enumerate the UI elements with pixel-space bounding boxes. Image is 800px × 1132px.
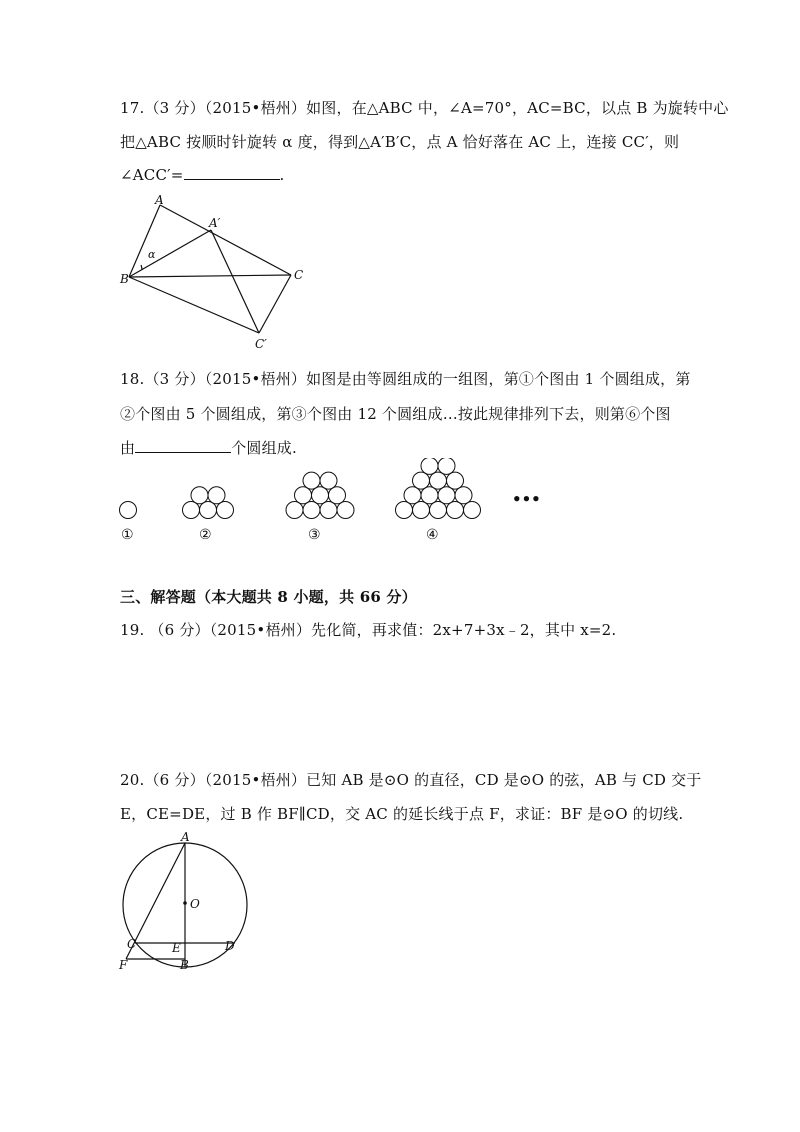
pattern-4-circle	[430, 472, 447, 489]
q18-circle-pattern-figure	[110, 458, 550, 550]
q17-answer-prefix: ∠ACC′=	[120, 166, 184, 184]
pattern-2-circle	[191, 487, 208, 504]
pattern-3-circle	[320, 472, 337, 489]
label-a: A	[181, 830, 190, 844]
q17-answer-blank	[184, 165, 280, 180]
segment-bc	[129, 275, 291, 277]
segment-bc-prime	[129, 277, 259, 333]
center-point-o	[183, 901, 187, 905]
label-o: O	[190, 897, 200, 911]
pattern-2-circle	[200, 502, 217, 519]
q18-answer-suffix: 个圆组成.	[231, 439, 297, 457]
q20-text-line-1: 20.（6 分）（2015•梧州）已知 AB 是⊙O 的直径，CD 是⊙O 的弦，AB 与 CD 交于	[120, 771, 702, 789]
segment-ba-prime	[129, 230, 211, 277]
pattern-4-circle	[413, 502, 430, 519]
label-alpha: α	[148, 248, 156, 261]
pattern-4-circle	[438, 487, 455, 504]
label-b: B	[120, 272, 129, 286]
pattern-3-circle	[295, 487, 312, 504]
pattern-3-circle	[320, 502, 337, 519]
pattern-4-circle	[421, 487, 438, 504]
pattern-4-circle	[396, 502, 413, 519]
alpha-angle-arc	[141, 265, 142, 270]
figure-label-4: ④	[426, 527, 439, 543]
segment-cc-prime	[259, 275, 291, 333]
pattern-4-circle	[404, 487, 421, 504]
pattern-2-circle	[208, 487, 225, 504]
q18-answer-prefix: 由	[120, 439, 136, 457]
pattern-3-circle	[329, 487, 346, 504]
label-d: D	[225, 939, 235, 953]
pattern-3-circle	[312, 487, 329, 504]
ellipsis-dots: •••	[512, 490, 541, 508]
label-e: E	[172, 941, 181, 955]
q18-text-line-3	[120, 437, 297, 458]
segment-ac	[160, 205, 291, 275]
q20-text-line-2: E，CE=DE，过 B 作 BF∥CD，交 AC 的延长线于点 F，求证：BF 是⊙O 的切线.	[120, 805, 684, 823]
pattern-4-circle	[413, 472, 430, 489]
section-3-heading: 三、解答题（本大题共 8 小题，共 66 分）	[120, 588, 417, 606]
label-c-prime: C′	[255, 337, 267, 351]
label-b: B	[180, 958, 189, 972]
pattern-4-circle	[421, 458, 438, 474]
segment-ab	[129, 205, 160, 277]
pattern-4-circle	[464, 502, 481, 519]
label-c: C	[294, 268, 304, 282]
q19-text-line-1: 19. （6 分）（2015•梧州）先化简，再求值：2x+7+3x﹣2，其中 x=2.	[120, 621, 617, 639]
pattern-4-circle	[447, 472, 464, 489]
pattern-4-circle	[455, 487, 472, 504]
pattern-3-circle	[337, 502, 354, 519]
q20-circle-tangent-figure	[110, 828, 260, 978]
q18-answer-blank	[135, 438, 231, 453]
label-a: A	[155, 195, 164, 207]
figure-label-3: ③	[308, 527, 321, 543]
q17-rotation-figure	[110, 195, 310, 355]
label-a-prime: A′	[209, 216, 221, 230]
q18-text-line-2: ②个图由 5 个圆组成，第③个图由 12 个圆组成…按此规律排列下去，则第⑥个图	[120, 405, 671, 423]
pattern-4-circle	[447, 502, 464, 519]
pattern-4-circle	[438, 458, 455, 474]
pattern-1-circle	[120, 502, 137, 519]
pattern-2-circle	[217, 502, 234, 519]
q17-text-line-2: 把△ABC 按顺时针旋转 α 度，得到△A′B′C，点 A 恰好落在 AC 上，连接 CC′，则	[120, 133, 680, 151]
label-c: C	[127, 937, 137, 951]
pattern-4-circle	[430, 502, 447, 519]
q17-text-line-3	[120, 165, 285, 184]
q17-text-line-1: 17.（3 分）（2015•梧州）如图，在△ABC 中，∠A=70°，AC=BC，以点 B 为旋转中心	[120, 99, 729, 117]
pattern-2-circle	[183, 502, 200, 519]
label-f: F	[119, 958, 128, 972]
figure-label-1: ①	[121, 527, 134, 543]
figure-label-2: ②	[199, 527, 212, 543]
q17-answer-suffix: .	[279, 166, 285, 184]
pattern-3-circle	[303, 472, 320, 489]
pattern-3-circle	[286, 502, 303, 519]
q18-text-line-1: 18.（3 分）（2015•梧州）如图是由等圆组成的一组图，第①个图由 1 个圆组成，第	[120, 370, 691, 388]
pattern-3-circle	[303, 502, 320, 519]
